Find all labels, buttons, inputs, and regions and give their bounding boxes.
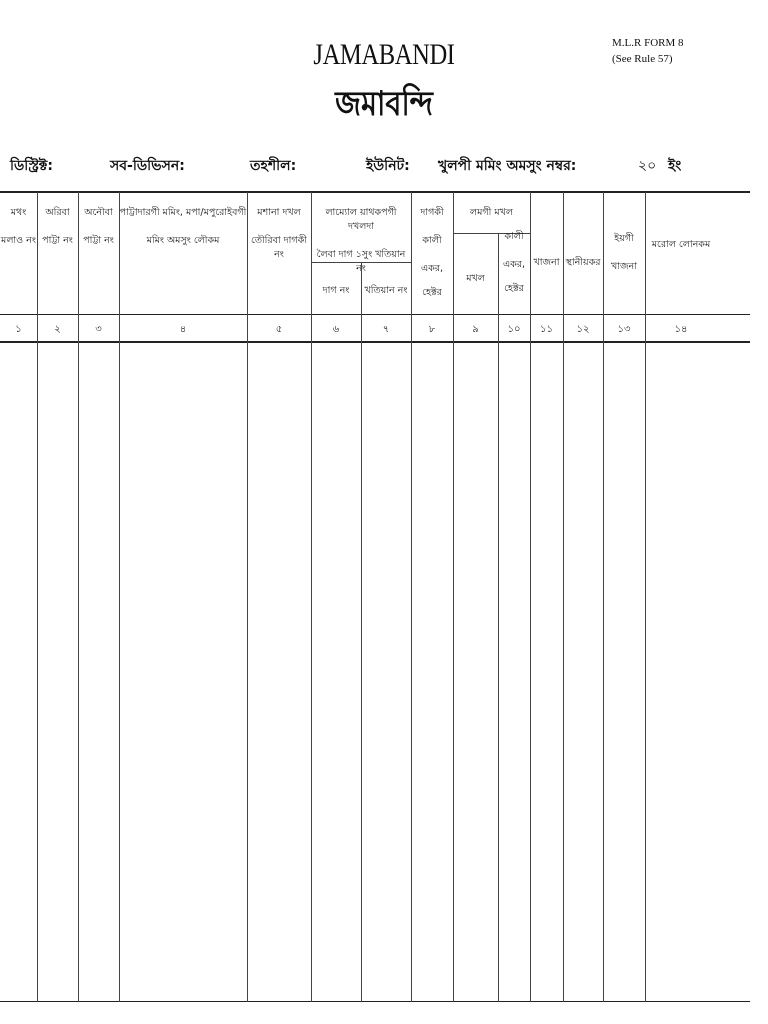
col-divider [498,233,499,1002]
header-khatian-no: খতিয়ান নং [364,285,408,296]
col-divider [530,192,531,1002]
form-title-english: JAMABANDI [313,38,455,71]
tehsil-label: তহশীল: [250,158,297,174]
header-line: অরিবা [45,207,70,218]
header-line: দাগকী [420,207,444,218]
col-divider [37,192,38,1002]
header-line: লৈবা দাগ ১সুং খতিয়ান নং [316,249,406,274]
column-number: ১২ [576,324,590,335]
header-line: পাট্টাদারগী মমিং, মপা/মপুরোইবগী [119,207,247,218]
table-top-border [0,191,750,193]
header-remarks: মরোল লোনকম [651,239,711,250]
header-local-tax: স্থানীয়কর [565,257,601,268]
col-divider [361,262,362,1002]
header-line: ইয়গী [614,233,634,244]
header-khajna: খাজনা [533,257,560,268]
col-divider [411,192,412,1002]
col-divider [645,192,646,1002]
column-number: ৫ [275,324,283,335]
subdivision-label: সব-ডিভিসন: [110,158,185,174]
header-possession-dag [247,206,311,262]
column-number: ৭ [382,324,390,335]
number-row-bottom-border [0,341,750,343]
column-number: ১১ [540,324,553,335]
header-line: অনৌবা [84,207,113,218]
header-line: একর, [502,259,526,270]
district-label: ডিস্ট্রিক্ট: [10,158,53,174]
table-bottom-border [0,1001,750,1002]
header-dag-no: দাগ নং [322,285,350,296]
header-bottom-border [0,314,750,315]
header-line: মমিং অমসুং লৌকম [146,235,220,246]
header-land-class: লমগী মখল [470,207,513,218]
header-line: হেক্টর [422,287,442,298]
header-class: মখল [466,273,485,284]
header-previous-possession [311,206,411,276]
header-original-patta [37,206,78,248]
khullakpa-label: খুলপী মমিং অমসুং নম্বর: [438,158,577,174]
header-area [498,230,530,296]
column-number: ১৪ [674,324,688,335]
col-divider [563,192,564,1002]
column-number: ১০ [507,324,521,335]
unit-label: ইউনিট: [366,158,410,174]
header-line: লাম্যোল য়াথকপগী দখলদা [325,207,397,232]
column-number: ২ [54,324,61,335]
column-number: ১ [15,324,22,335]
header-line: তৌরিবা দাগকী নং [250,235,308,260]
form-title-bengali: জমাবন্দি [335,84,433,124]
col-divider [119,192,120,1002]
header-line: পাট্টা নং [42,235,73,246]
year-prefix: ২০ [638,158,657,174]
header-new-patta [78,206,119,248]
header-line: মলাও নং [1,235,36,246]
header-line: একর, [420,263,444,274]
header-pattadar-name [119,206,247,248]
column-number: ৪ [179,324,187,335]
header-line: পাট্টা নং [83,235,114,246]
column-number: ৮ [428,324,436,335]
header-line: মশানা দখল [257,207,301,218]
header-line: কালী [422,235,442,246]
form-number: M.L.R FORM 8 [612,37,684,49]
header-annual-khajna [603,232,645,274]
header-line: খাজনা [611,261,637,272]
col-divider [247,192,248,1002]
header-line: হেক্টর [504,283,524,294]
form-rule-reference: (See Rule 57) [612,53,673,65]
header-line: মথং [10,207,27,218]
header-serial-no [0,206,37,248]
column-number: ৬ [332,324,340,335]
col-divider [603,192,604,1002]
col-divider [311,192,312,1002]
header-line: কালী [504,231,524,242]
column-number: ১৩ [617,324,631,335]
column-number: ৩ [95,324,102,335]
col-divider [453,192,454,1002]
column-number: ৯ [472,324,479,335]
header-dag-area [411,206,453,300]
year-suffix: ইং [668,158,682,174]
col-divider [78,192,79,1002]
